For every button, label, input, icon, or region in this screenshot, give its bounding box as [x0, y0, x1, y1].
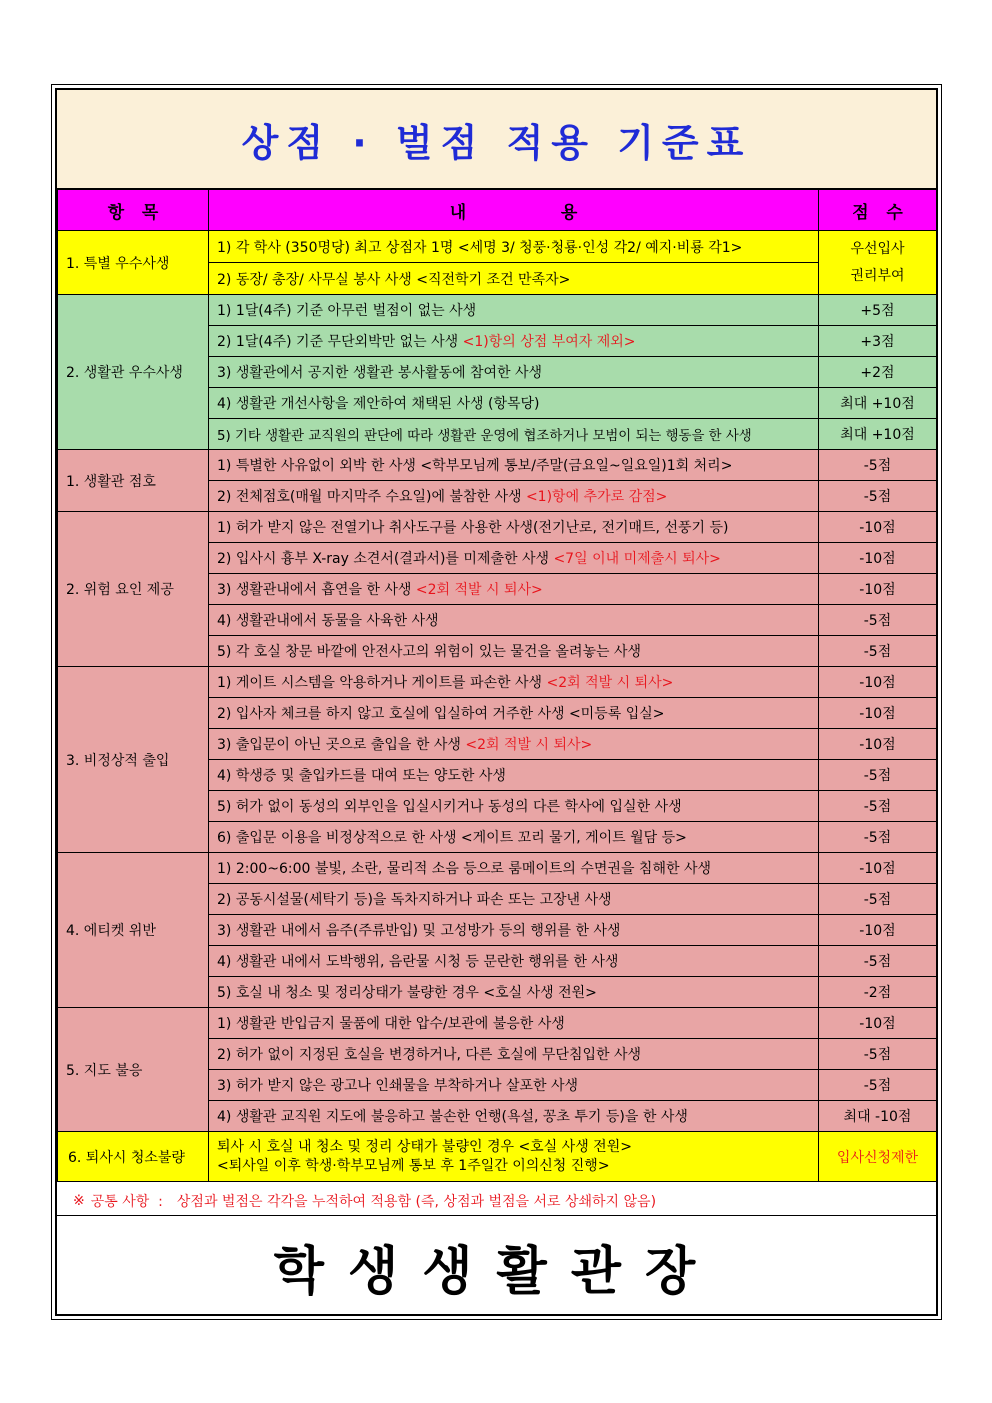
content-cell: 1) 2:00~6:00 불빛, 소란, 물리적 소음 등으로 룸메이트의 수면권을 침해한 사생: [209, 853, 819, 884]
content-text: 1) 게이트 시스템을 악용하거나 게이트를 파손한 사생: [217, 675, 547, 691]
content-text: 2) 입사시 흉부 X-ray 소견서(결과서)를 미제출한 사생: [217, 551, 554, 567]
title-banner: [57, 90, 936, 189]
content-note: <2회 적발 시 퇴사>: [415, 582, 543, 598]
score-cell: -10점: [819, 543, 937, 574]
table-row: [58, 512, 937, 543]
content-note: <2회 적발 시 퇴사>: [465, 737, 593, 753]
score-cell: +5점: [819, 295, 937, 326]
header-score: 점 수: [819, 190, 937, 231]
content-note: <2회 적발 시 퇴사>: [546, 675, 674, 691]
content-cell: 4) 생활관 교직원 지도에 불응하고 불손한 언행(욕설, 꽁초 투기 등)을 한 사생: [209, 1101, 819, 1132]
category-cell: 2. 생활관 우수사생: [58, 295, 209, 450]
content-cell: 2) 동장/ 총장/ 사무실 봉사 사생 <직전학기 조건 만족자>: [209, 263, 819, 295]
content-cell: 3) 생활관 내에서 음주(주류반입) 및 고성방가 등의 행위를 한 사생: [209, 915, 819, 946]
score-cell: -5점: [819, 760, 937, 791]
score-cell: -10점: [819, 853, 937, 884]
score-cell: -2점: [819, 977, 937, 1008]
score-cell: -5점: [819, 636, 937, 667]
content-cell: 1) 각 학사 (350명당) 최고 상점자 1명 <세명 3/ 청풍·청룡·인성 각2/ 예지·비룡 각1>: [209, 231, 819, 263]
table-row: [58, 853, 937, 884]
category-cell: 3. 비정상적 출입: [58, 667, 209, 853]
score-cell: -5점: [819, 481, 937, 512]
content-cell: 2) 입사자 체크를 하지 않고 호실에 입실하여 거주한 사생 <미등록 입실>: [209, 698, 819, 729]
content-cell: 1) 특별한 사유없이 외박 한 사생 <학부모님께 통보/주말(금요일~일요일)1회 처리>: [209, 450, 819, 481]
score-cell: -5점: [819, 822, 937, 853]
content-cell: 4) 생활관 개선사항을 제안하여 채택된 사생 (항목당): [209, 388, 819, 419]
content-cell: 1) 허가 받지 않은 전열기나 취사도구를 사용한 사생(전기난로, 전기매트, 선풍기 등): [209, 512, 819, 543]
criteria-table: [57, 189, 937, 1182]
score-cell: -10점: [819, 729, 937, 760]
content-cell: [209, 481, 819, 512]
note-mark: ※: [73, 1192, 85, 1209]
category-cell: 2. 위험 요인 제공: [58, 512, 209, 667]
content-cell: 1) 생활관 반입금지 물품에 대한 압수/보관에 불응한 사생: [209, 1008, 819, 1039]
score-cell: -5점: [819, 884, 937, 915]
score-cell: -10점: [819, 667, 937, 698]
content-cell: 5) 호실 내 청소 및 정리상태가 불량한 경우 <호실 사생 전원>: [209, 977, 819, 1008]
content-cell: 4) 생활관 내에서 도박행위, 음란물 시청 등 문란한 행위를 한 사생: [209, 946, 819, 977]
content-cell: 5) 기타 생활관 교직원의 판단에 따라 생활관 운영에 협조하거나 모범이 되는 행동을 한 사생: [209, 419, 819, 450]
score-cell: 우선입사 권리부여: [819, 231, 937, 295]
content-line-1: 퇴사 시 호실 내 청소 및 정리 상태가 불량인 경우 <호실 사생 전원>: [217, 1138, 632, 1155]
note-label: 공통 사항 :: [90, 1193, 163, 1210]
score-cell: -5점: [819, 1039, 937, 1070]
content-note: <1)항에 추가로 감점>: [525, 489, 668, 505]
table-row: [58, 1132, 937, 1182]
category-cell: 1. 특별 우수사생: [58, 231, 209, 295]
table-row: [58, 295, 937, 326]
content-text: 3) 출입문이 아닌 곳으로 출입을 한 사생: [217, 737, 466, 753]
content-note: <7일 이내 미제출시 퇴사>: [553, 551, 721, 567]
score-cell: 최대 -10점: [819, 1101, 937, 1132]
table-row: [58, 450, 937, 481]
signature: 학생생활관장: [273, 1241, 720, 1302]
note-text: 상점과 벌점은 각각을 누적하여 적용함 (즉, 상점과 벌점을 서로 상쇄하지 않음): [176, 1193, 657, 1210]
score-cell: -10점: [819, 1008, 937, 1039]
header-item: 항 목: [58, 190, 209, 231]
content-line-2: <퇴사일 이후 학생·학부모님께 통보 후 1주일간 이의신청 진행>: [217, 1157, 610, 1174]
content-cell: 4) 생활관내에서 동물을 사육한 사생: [209, 605, 819, 636]
content-cell: 3) 생활관에서 공지한 생활관 봉사활동에 참여한 사생: [209, 357, 819, 388]
category-cell: 1. 생활관 점호: [58, 450, 209, 512]
content-cell: 2) 공동시설물(세탁기 등)을 독차지하거나 파손 또는 고장낸 사생: [209, 884, 819, 915]
category-cell: 6. 퇴사시 청소불량: [58, 1132, 209, 1182]
category-cell: 5. 지도 불응: [58, 1008, 209, 1132]
page-title: 상점 · 벌점 적용 기준표: [241, 120, 752, 165]
score-cell: -5점: [819, 450, 937, 481]
content-cell: [209, 667, 819, 698]
content-note: <1)항의 상점 부여자 제외>: [462, 334, 636, 350]
content-cell: [209, 574, 819, 605]
table-row: [58, 667, 937, 698]
table-header: [58, 190, 937, 231]
score-cell: +3점: [819, 326, 937, 357]
score-cell: 최대 +10점: [819, 419, 937, 450]
score-cell: +2점: [819, 357, 937, 388]
content-text: 3) 생활관내에서 흡연을 한 사생: [217, 582, 416, 598]
category-cell: 4. 에티켓 위반: [58, 853, 209, 1008]
header-content: 내 용: [209, 190, 819, 231]
score-cell: -5점: [819, 946, 937, 977]
score-cell: -5점: [819, 1070, 937, 1101]
content-cell: [209, 1132, 819, 1182]
content-cell: 6) 출입문 이용을 비정상적으로 한 사생 <게이트 꼬리 물기, 게이트 월담 등>: [209, 822, 819, 853]
content-cell: [209, 729, 819, 760]
score-cell: -10점: [819, 574, 937, 605]
table-row: [58, 231, 937, 263]
score-cell: 최대 +10점: [819, 388, 937, 419]
content-text: 2) 1달(4주) 기준 무단외박만 없는 사생: [217, 334, 463, 350]
score-cell: -10점: [819, 915, 937, 946]
table-row: [58, 1008, 937, 1039]
score-cell: -5점: [819, 791, 937, 822]
score-cell: -10점: [819, 698, 937, 729]
content-cell: [209, 326, 819, 357]
score-cell: -5점: [819, 605, 937, 636]
content-cell: 3) 허가 받지 않은 광고나 인쇄물을 부착하거나 살포한 사생: [209, 1070, 819, 1101]
score-cell: 입사신청제한: [819, 1132, 937, 1182]
content-cell: 5) 허가 없이 동성의 외부인을 입실시키거나 동성의 다른 학사에 입실한 사생: [209, 791, 819, 822]
content-cell: 1) 1달(4주) 기준 아무런 벌점이 없는 사생: [209, 295, 819, 326]
common-note: [57, 1186, 936, 1216]
content-cell: 2) 허가 없이 지정된 호실을 변경하거나, 다른 호실에 무단침입한 사생: [209, 1039, 819, 1070]
score-cell: -10점: [819, 512, 937, 543]
content-cell: 5) 각 호실 창문 바깥에 안전사고의 위험이 있는 물건을 올려놓는 사생: [209, 636, 819, 667]
content-cell: [209, 543, 819, 574]
content-cell: 4) 학생증 및 출입카드를 대여 또는 양도한 사생: [209, 760, 819, 791]
content-text: 2) 전체점호(매월 마지막주 수요일)에 불참한 사생: [217, 489, 526, 505]
